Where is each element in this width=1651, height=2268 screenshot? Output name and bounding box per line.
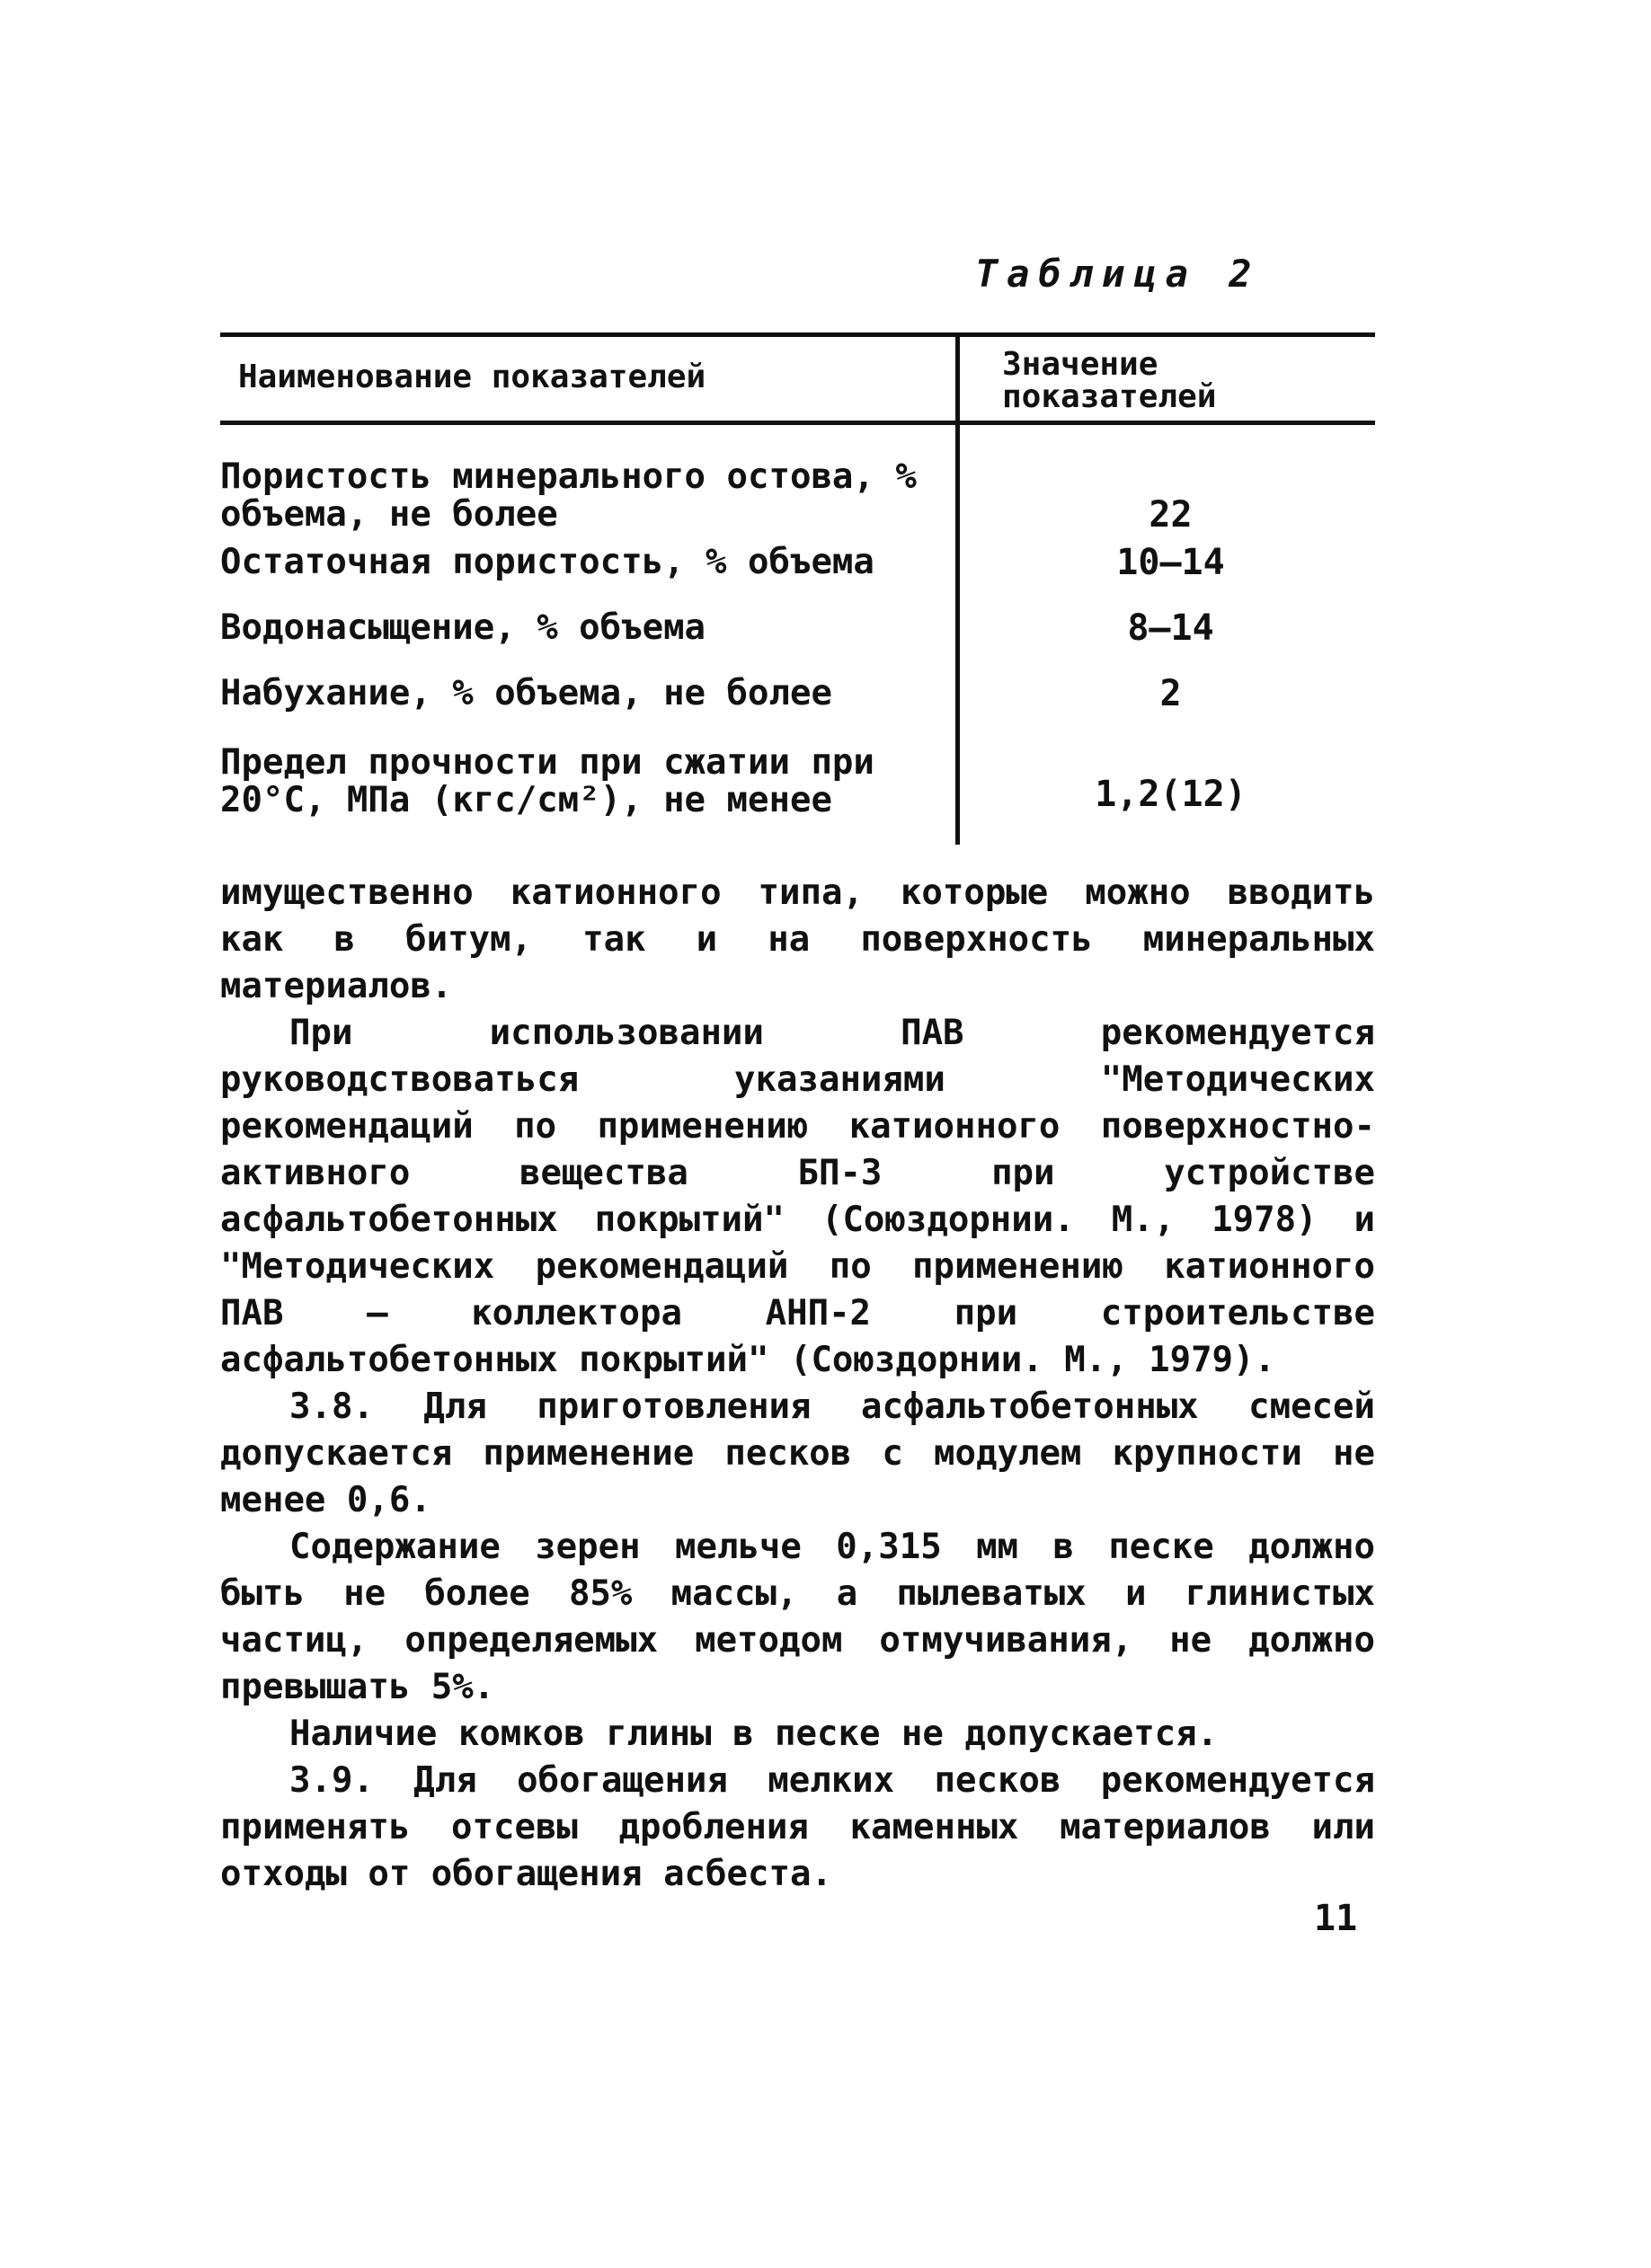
table-column-divider [955,332,960,845]
header-value: Значение показателей [1002,346,1217,415]
paragraph: Наличие комков глины в песке не допускается. [289,1714,1219,1754]
table-row-value: 1,2(12) [1095,774,1247,815]
table-row-value: 10–14 [1116,542,1225,583]
table-caption: Таблица 2 [975,252,1261,296]
table-top-rule [220,332,1375,337]
paragraph: При использовании ПАВ рекомендуется руководствоваться указаниями "Методических рекомендаций по применению катионного поверхностно-активного вещества БП-3 при устройстве асфальтобетонных покрытий" (Союздорнии. М., 1978) и "Методических рекомендаций по применению катионного ПАВ – коллектора АНП-2 при строительстве асфальтобетонных покрытий" (Союздорнии. М., 1979). [220,1013,1375,1380]
body-text [220,870,1375,1898]
indicators-table [220,332,1375,845]
paragraph: 3.8. Для приготовления асфальтобетонных смесей допускается применение песков с модулем крупности не менее 0,6. [220,1386,1375,1520]
paragraph: Содержание зерен мельче 0,315 мм в песке должно быть не более 85% массы, а пылеватых и глинистых частиц, определяемых методом отмучивания, не должно превышать 5%. [220,1527,1375,1707]
table-row-name: Водонасыщение, % объема [220,607,706,648]
table-row-name: Остаточная пористость, % объема [220,542,874,582]
paragraph: имущественно катионного типа, которые можно вводить как в битум, так и на поверхность минеральных материалов. [220,873,1375,1006]
page-number: 11 [1314,1898,1358,1939]
table-row-value: 8–14 [1127,607,1214,649]
table-row-name: Пористость минерального остова, % объема, не более [220,456,917,535]
table-header-rule [220,421,1375,425]
table-row-value: 22 [1149,494,1193,536]
table-row-name: Предел прочности при сжатии при 20°С, МПа (кгс/см²), не менее [220,742,874,820]
paragraph: 3.9. Для обогащения мелких песков рекомендуется применять отсевы дробления каменных материалов или отходы от обогащения асбеста. [220,1760,1375,1894]
table-row-name: Набухание, % объема, не более [220,673,832,713]
header-name: Наименование показателей [238,359,706,395]
table-row-value: 2 [1159,673,1182,714]
